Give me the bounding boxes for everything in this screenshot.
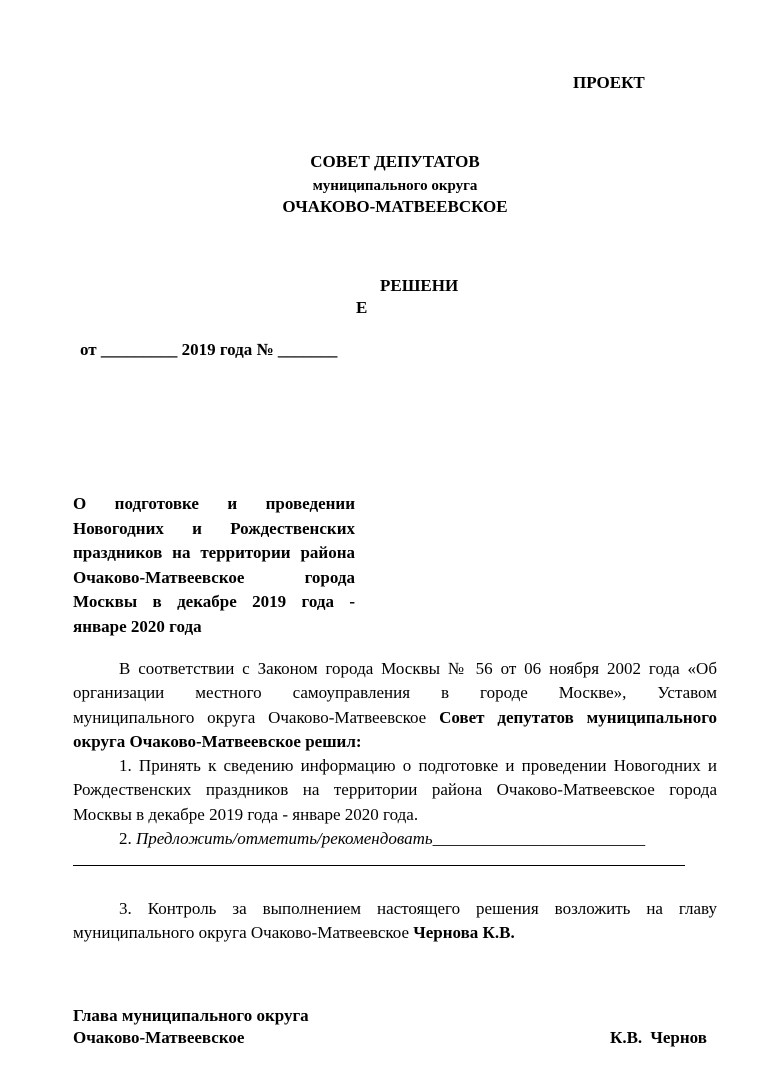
council-title: СОВЕТ ДЕПУТАТОВ	[310, 152, 480, 171]
signature-title-line1: Глава муниципального округа	[73, 1006, 309, 1025]
item1-line: 1. Принять к сведению информацию о подготовке и проведении Новогодних и	[119, 756, 717, 776]
signature-title-line2: Очаково-Матвеевское	[73, 1028, 245, 1047]
item3-line	[73, 921, 717, 945]
decision-heading-part2: Е	[356, 298, 368, 317]
item3-name-bold: Чернова К.В.	[413, 923, 515, 943]
draft-label: ПРОЕКТ	[573, 73, 645, 92]
preamble-text: муниципального округа Очаково-Матвеевское	[73, 707, 440, 727]
item2-prefix: 2.	[119, 829, 136, 849]
subject-line: О подготовке и проведении	[73, 494, 355, 513]
item3-text: муниципального округа Очаково-Матвеевское	[73, 923, 414, 943]
subject-line: Очаково-Матвеевское города	[73, 567, 355, 587]
decision-body	[73, 657, 717, 851]
preamble-council-bold: Совет депутатов муниципального	[439, 707, 717, 727]
decision-date-line: от _________ 2019 года № _______	[80, 340, 338, 359]
item3-line: 3. Контроль за выполнением настоящего решения возложить на главу	[119, 899, 717, 918]
item1-line: Рождественских праздников на территории района Очаково-Матвеевское города	[73, 780, 717, 800]
decision-heading-part1: РЕШЕНИ	[380, 276, 459, 295]
subject-line: январе 2020 года	[73, 616, 202, 636]
preamble-line: В соответствии с Законом города Москвы № 56 от 06 ноября 2002 года «Об	[119, 659, 717, 678]
decision-subject	[73, 492, 355, 640]
council-district: ОЧАКОВО-МАТВЕЕВСКОЕ	[282, 197, 508, 216]
preamble-line	[73, 706, 717, 730]
preamble-resolved: округа Очаково-Матвеевское решил:	[73, 731, 362, 751]
item2-italic-text: Предложить/отметить/рекомендовать	[136, 829, 433, 849]
item2-line	[73, 827, 717, 851]
subject-line: Москвы в декабре 2019 года -	[73, 592, 355, 612]
item1-line: Москвы в декабре 2019 года - январе 2020 года.	[73, 804, 419, 824]
preamble-line: организации местного самоуправления в городе Москве», Уставом	[73, 683, 717, 703]
item2-blank: _________________________	[432, 829, 646, 849]
subject-line: праздников на территории района	[73, 543, 355, 563]
item3-block	[73, 897, 717, 946]
subject-line: Новогодних и Рождественских	[73, 518, 355, 538]
council-subtitle: муниципального округа	[312, 178, 478, 194]
blank-fill-line	[73, 865, 685, 866]
signature-name: К.В. Чернов	[610, 1028, 707, 1047]
